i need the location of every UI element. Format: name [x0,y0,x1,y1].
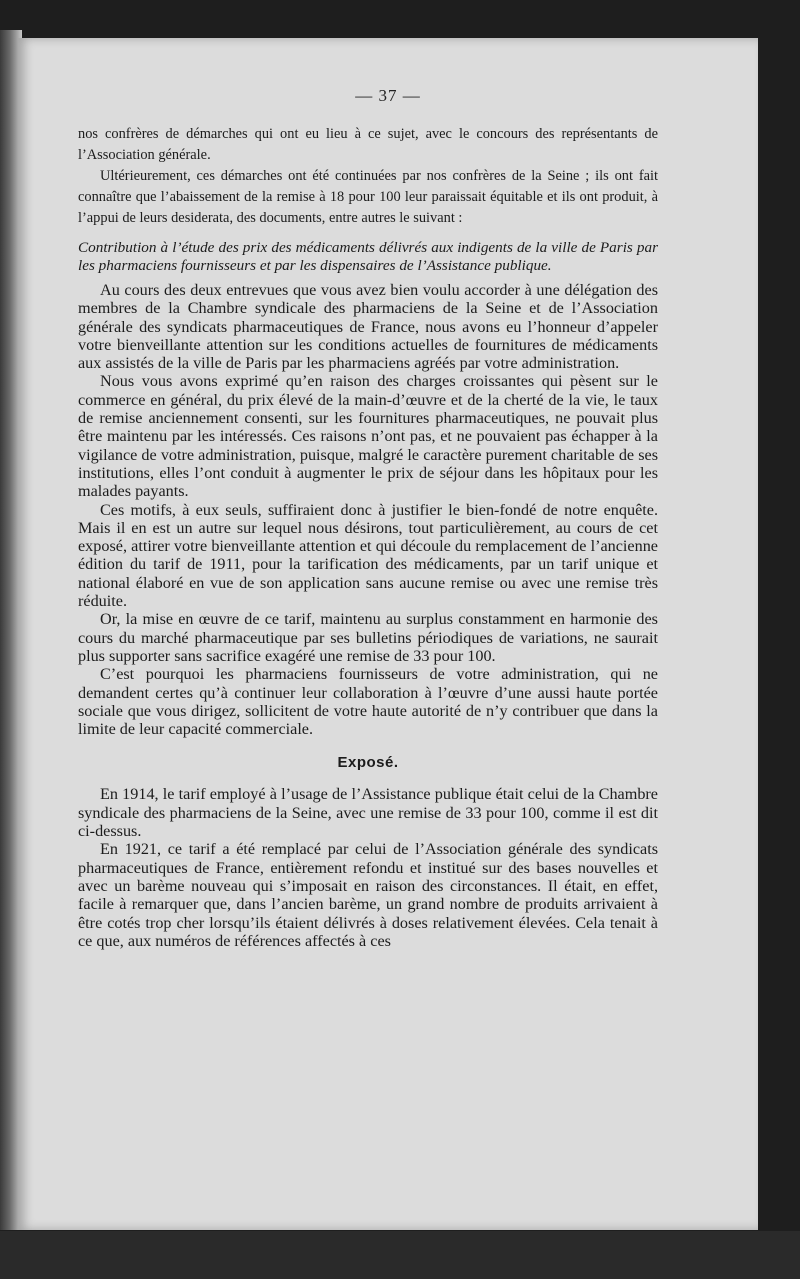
scan-background [0,1231,800,1279]
paragraph: Ces motifs, à eux seuls, suffiraient donc à justifier le bien-fondé de notre enquête. Mais il en est un autre sur lequel nous désirons, tout particulièrement, au cours de cet exposé, attirer votre bienveillante attention et qui découle du remplacement de l’ancienne édition du tarif de 1911, pour la tarification des médicaments, par un tarif unique et national élaboré en vue de son application sans aucune remise ou avec une remise très réduite. [78,500,658,611]
paragraph: C’est pourquoi les pharmaciens fournisseurs de votre administration, qui ne demandent certes qu’à continuer leur collaboration à l’œuvre d’une aussi haute portée sociale que vous dirigez, sollicitent de votre haute autorité de n’y contribuer que dans la limite de leur capacité commerciale. [78,665,658,739]
document-title: Contribution à l’étude des prix des médicaments délivrés aux indigents de la ville de Paris par les pharmaciens fournisseurs et par les dispensaires de l’Assistance publique. [78,239,658,274]
paragraph: En 1914, le tarif employé à l’usage de l’Assistance publique était celui de la Chambre syndicale des pharmaciens de la Seine, avec une remise de 33 pour 100, comme il est dit ci-dessus. [78,785,658,841]
book-page [18,38,758,1230]
paragraph: Ultérieurement, ces démarches ont été continuées par nos confrères de la Seine ; ils ont fait connaître que l’abaissement de la remise à 18 pour 100 leur paraissait équitable et ils ont produit, à l’appui de leurs desiderata, des documents, entre autres le suivant : [78,168,658,226]
letter-body [78,281,658,738]
page-content [78,124,658,950]
paragraph: Au cours des deux entrevues que vous avez bien voulu accorder à une délégation des membres de la Chambre syndicale des pharmaciens de la Seine et de l’Association générale des syndicats pharmaceutiques de France, nous avons eu l’honneur d’appeler votre bienveillante attention sur les conditions actuelles de fournitures de médicaments aux assistés de la ville de Paris par les pharmaciens agréés par votre administration. [78,281,658,373]
paragraph: nos confrères de démarches qui ont eu lieu à ce sujet, avec le concours des représentants de l’Association générale. [78,126,658,163]
paragraph: Nous vous avons exprimé qu’en raison des charges croissantes qui pèsent sur le commerce en général, du prix élevé de la main-d’œuvre et de la cherté de la vie, le taux de remise anciennement consenti, sur les fournitures pharmaceutiques, ne pouvait plus être maintenu par les intéressés. Ces raisons n’ont pas, et ne pouvaient pas échapper à la vigilance de votre administration, puisque, malgré le caractère purement charitable de ses institutions, elles l’ont conduit à augmenter le prix de séjour dans les hôpitaux pour les malades payants. [78,372,658,501]
intro-section [78,124,658,229]
paragraph: En 1921, ce tarif a été remplacé par celui de l’Association générale des syndicats pharmaceutiques de France, entièrement refondu et institué sur des bases nouvelles et avec un barème nouveau qui s’imposait en raison des circonstances. Il était, en effet, facile à remarquer que, dans l’ancien barème, un grand nombre de produits arrivaient à être cotés trop cher lorsqu’ils étaient délivrés à doses relativement élevées. Cela tenait à ce que, aux numéros de références affectés à ces [78,840,658,950]
paragraph: Or, la mise en œuvre de ce tarif, maintenu au surplus constamment en harmonie des cours du marché pharmaceutique par ses bulletins périodiques de variations, ne saurait plus supporter sans sacrifice exagéré une remise de 33 pour 100. [78,610,658,665]
section-heading: Exposé. [337,754,399,772]
page-number: — 37 — [355,86,421,105]
expose-section [78,785,658,950]
